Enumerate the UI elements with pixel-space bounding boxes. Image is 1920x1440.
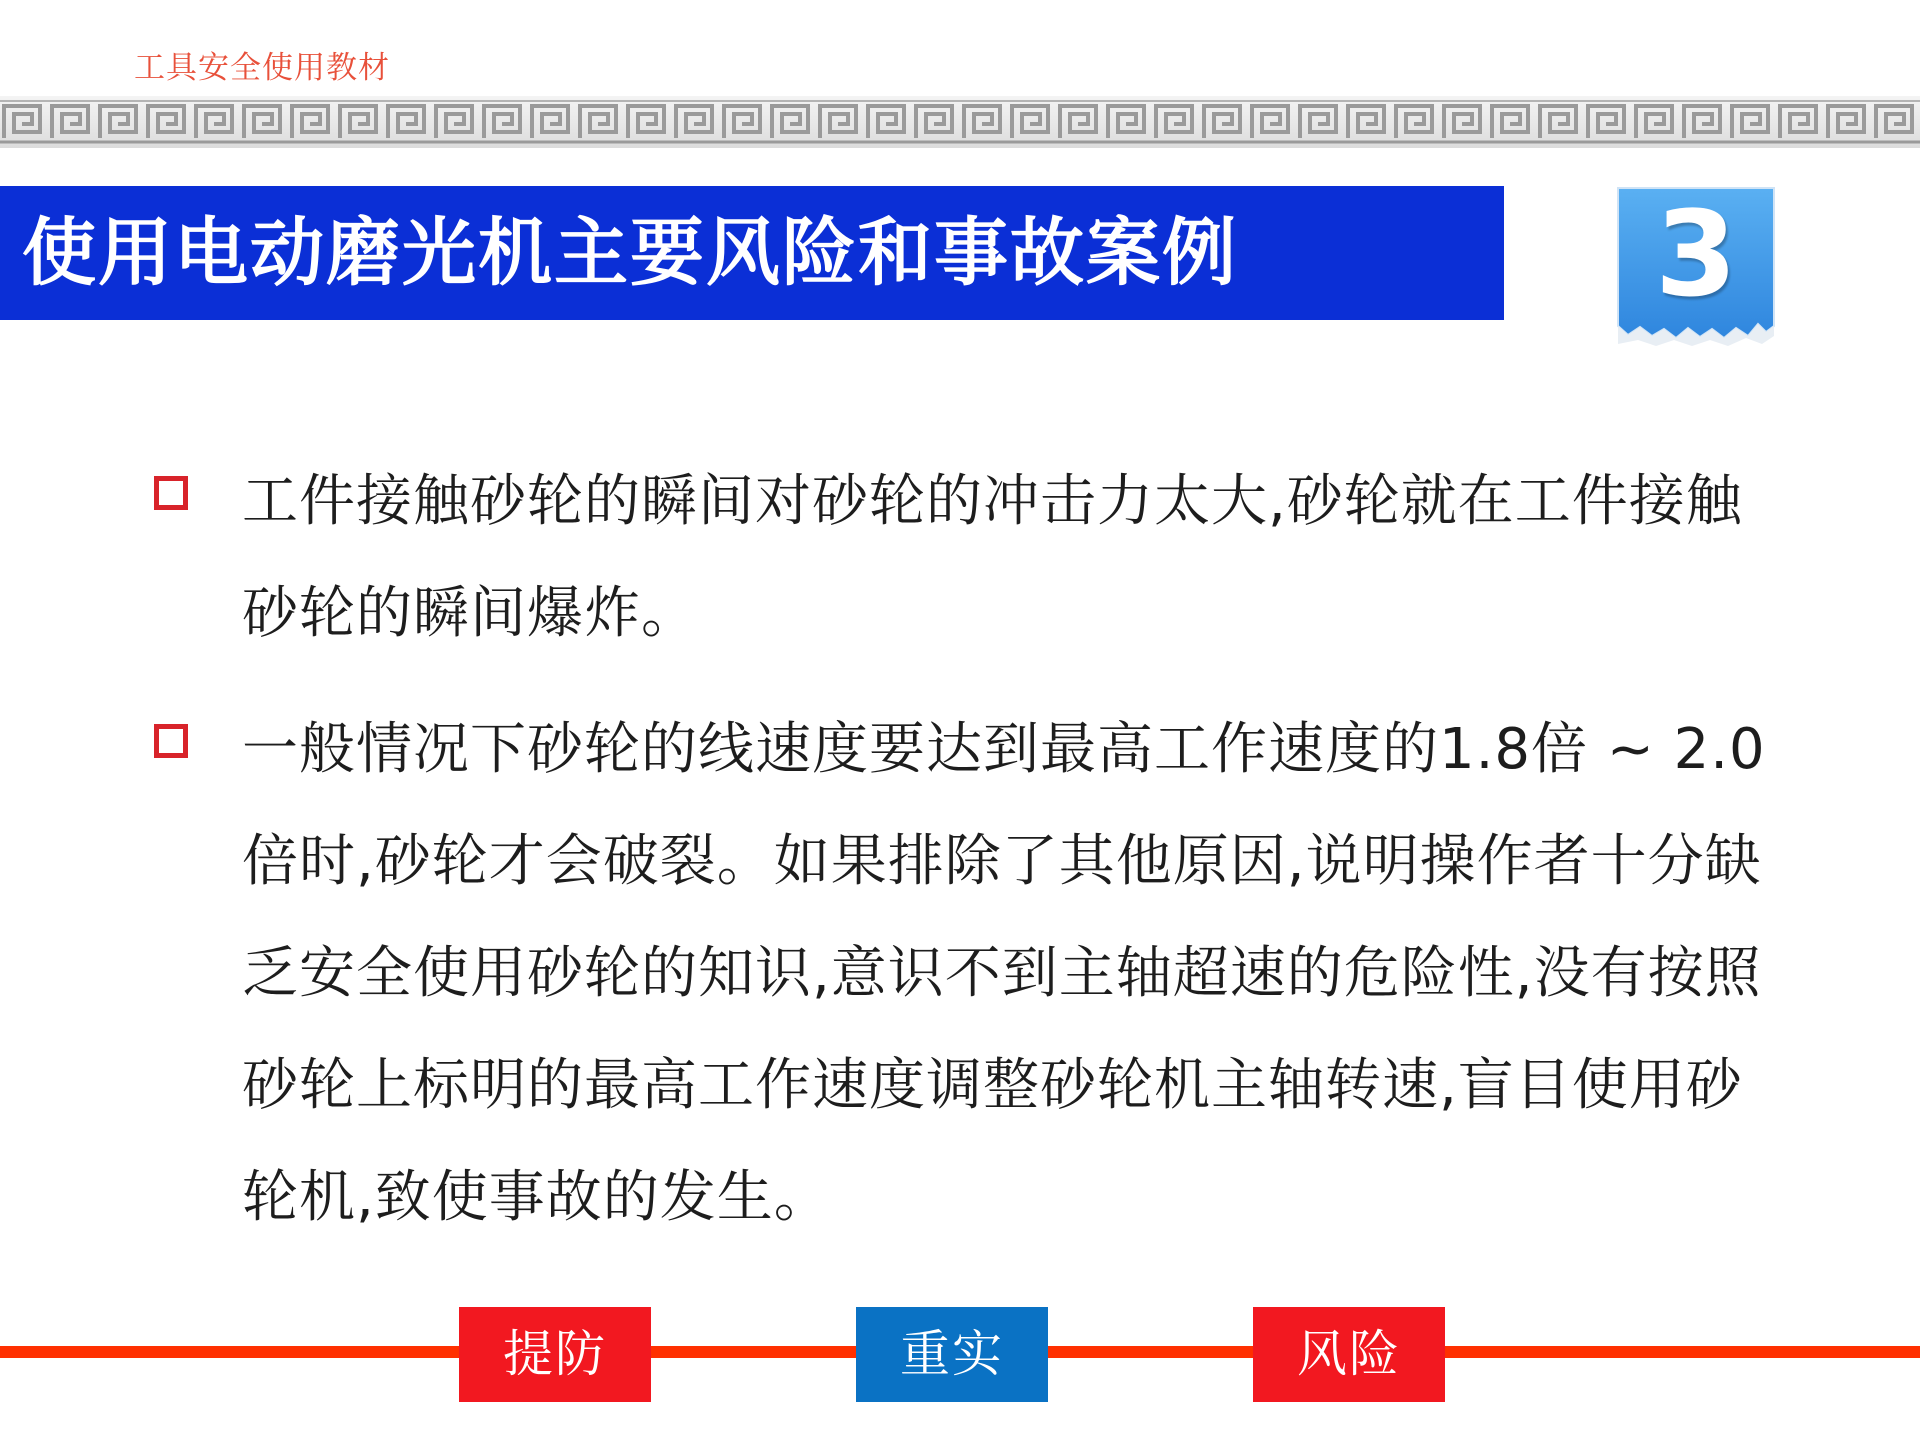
tag-zhongshi: 重实	[856, 1307, 1048, 1402]
title-bar	[0, 186, 1504, 320]
header-subtitle: 工具安全使用教材	[134, 50, 390, 86]
number-badge	[1616, 186, 1776, 350]
tag-fengxian: 风险	[1253, 1307, 1445, 1402]
slide-title: 使用电动磨光机主要风险和事故案例	[22, 210, 1238, 296]
bullet-list	[150, 446, 1770, 1278]
hollow-square-bullet-icon	[154, 724, 188, 758]
bullet-text: 一般情况下砂轮的线速度要达到最高工作速度的1.8倍 ~ 2.0倍时,砂轮才会破裂。如果排除了其他原因,说明操作者十分缺乏安全使用砂轮的知识,意识不到主轴超速的危险性,没有按照砂轮上标明的最高工作速度调整砂轮机主轴转速,盲目使用砂轮机,致使事故的发生。	[242, 717, 1766, 1230]
badge-number: 3	[1654, 185, 1738, 323]
tag-tifang: 提防	[459, 1307, 651, 1402]
bullet-item	[150, 694, 1770, 1254]
bullet-text: 工件接触砂轮的瞬间对砂轮的冲击力太大,砂轮就在工件接触砂轮的瞬间爆炸。	[242, 469, 1743, 646]
meander-border	[0, 96, 1920, 148]
hollow-square-bullet-icon	[154, 476, 188, 510]
bullet-item	[150, 446, 1770, 670]
